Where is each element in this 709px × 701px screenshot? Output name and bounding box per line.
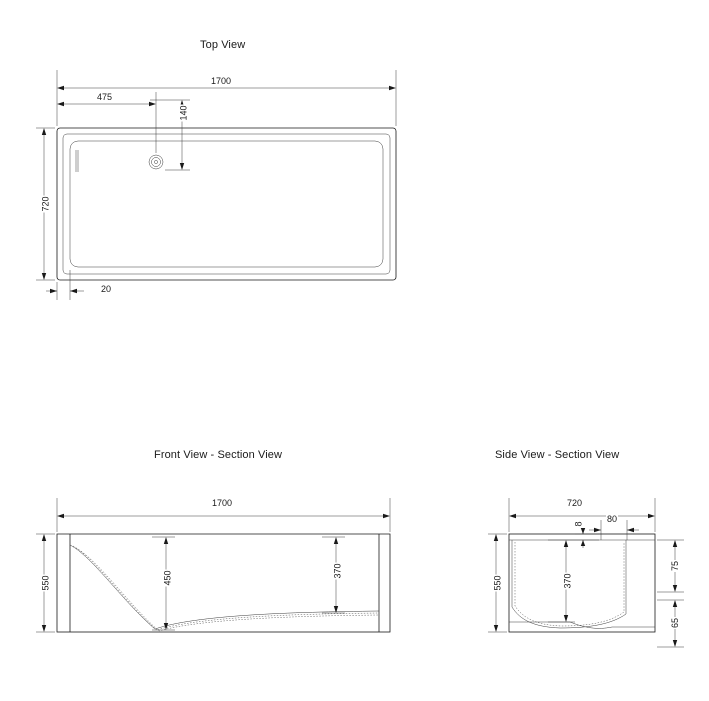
dim-side-720: 720 bbox=[567, 498, 583, 508]
dim-side-80: 80 bbox=[607, 514, 618, 524]
dim-side-550: 550 bbox=[492, 575, 503, 591]
dim-side-8: 8 bbox=[573, 521, 584, 527]
dim-front-370: 370 bbox=[332, 563, 343, 579]
dim-top-20: 20 bbox=[101, 284, 112, 294]
dim-top-720: 720 bbox=[40, 196, 51, 212]
dim-front-1700: 1700 bbox=[212, 498, 233, 508]
front-view-title: Front View - Section View bbox=[154, 449, 283, 461]
dim-top-140: 140 bbox=[178, 105, 189, 121]
top-view-title: Top View bbox=[200, 39, 246, 51]
dim-side-65: 65 bbox=[670, 617, 681, 629]
dim-top-1700: 1700 bbox=[211, 76, 232, 86]
dim-top-475: 475 bbox=[97, 92, 113, 102]
side-view-title: Side View - Section View bbox=[495, 449, 620, 461]
dim-side-75: 75 bbox=[670, 560, 681, 572]
dim-front-550: 550 bbox=[40, 575, 51, 591]
dim-front-450: 450 bbox=[162, 570, 173, 586]
dim-side-370: 370 bbox=[562, 573, 573, 589]
